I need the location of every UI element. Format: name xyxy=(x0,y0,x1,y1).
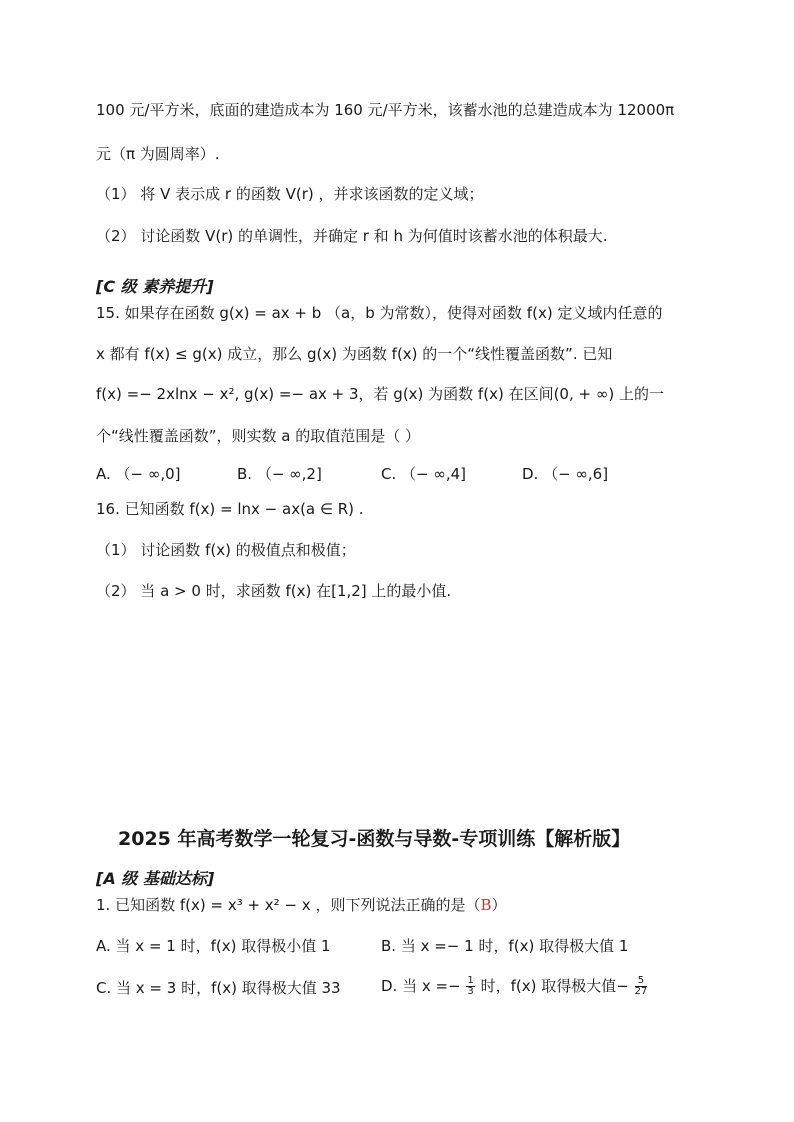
problem-15-line-4: 个“线性覆盖函数”，则实数 a 的取值范围是（ ） xyxy=(96,427,421,445)
fraction-one-third xyxy=(466,976,474,997)
answer-choice: B xyxy=(480,896,492,914)
problem-15-option-c: C. （− ∞,4] xyxy=(381,465,467,483)
answer-option-d-prefix: D. 当 x =− xyxy=(381,977,461,995)
fraction-denominator: 3 xyxy=(467,986,474,997)
top-text-line-1: 100 元/平方米，底面的建造成本为 160 元/平方米，该蓄水池的总建造成本为 12000π xyxy=(96,101,675,119)
fraction-five-27ths xyxy=(635,976,648,997)
problem-15-line-1: 15. 如果存在函数 g(x) = ax + b （a，b 为常数），使得对函数 f(x) 定义域内任意的 xyxy=(96,304,663,322)
problem-15-line-3: f(x) =− 2xlnx − x², g(x) =− ax + 3，若 g(x) 为函数 f(x) 在区间(0, + ∞) 上的一 xyxy=(96,385,664,403)
answer-option-b: B. 当 x =− 1 时，f(x) 取得极大值 1 xyxy=(381,937,629,955)
answer-option-d xyxy=(381,976,648,997)
problem-16-question-1: （1） 讨论函数 f(x) 的极值点和极值； xyxy=(96,541,356,559)
answer-option-a: A. 当 x = 1 时，f(x) 取得极小值 1 xyxy=(96,937,331,955)
section-a-heading: [A 级 基础达标] xyxy=(96,869,215,888)
problem-15-option-b: B. （− ∞,2] xyxy=(237,465,322,483)
problem-15-option-a: A. （− ∞,0] xyxy=(96,465,181,483)
fraction-numerator: 1 xyxy=(467,975,474,986)
top-question-1: （1） 将 V 表示成 r 的函数 V(r) ，并求该函数的定义域； xyxy=(96,185,484,203)
answer-problem-1-close: ） xyxy=(491,896,507,914)
answer-option-c: C. 当 x = 3 时，f(x) 取得极大值 33 xyxy=(96,979,341,997)
answer-problem-1-text: 1. 已知函数 f(x) = x³ + x² − x ，则下列说法正确的是（ xyxy=(96,896,481,914)
answer-problem-1 xyxy=(96,895,507,915)
top-text-line-2: 元（π 为圆周率）. xyxy=(96,145,220,163)
answer-option-d-middle: 时，f(x) 取得极大值− xyxy=(480,977,629,995)
answer-section-title: 2025 年高考数学一轮复习-函数与导数-专项训练【解析版】 xyxy=(118,828,631,850)
problem-16-line-1: 16. 已知函数 f(x) = lnx − ax(a ∈ R) . xyxy=(96,500,364,518)
section-c-heading: [C 级 素养提升] xyxy=(96,277,214,296)
problem-16-question-2: （2） 当 a > 0 时，求函数 f(x) 在[1,2] 上的最小值. xyxy=(96,582,452,600)
problem-15-line-2: x 都有 f(x) ≤ g(x) 成立，那么 g(x) 为函数 f(x) 的一个“线性覆盖函数”. 已知 xyxy=(96,345,613,363)
fraction-denominator: 27 xyxy=(634,986,648,997)
problem-15-option-d: D. （− ∞,6] xyxy=(522,465,609,483)
top-question-2: （2） 讨论函数 V(r) 的单调性，并确定 r 和 h 为何值时该蓄水池的体积最大. xyxy=(96,227,608,245)
fraction-numerator: 5 xyxy=(635,976,648,987)
